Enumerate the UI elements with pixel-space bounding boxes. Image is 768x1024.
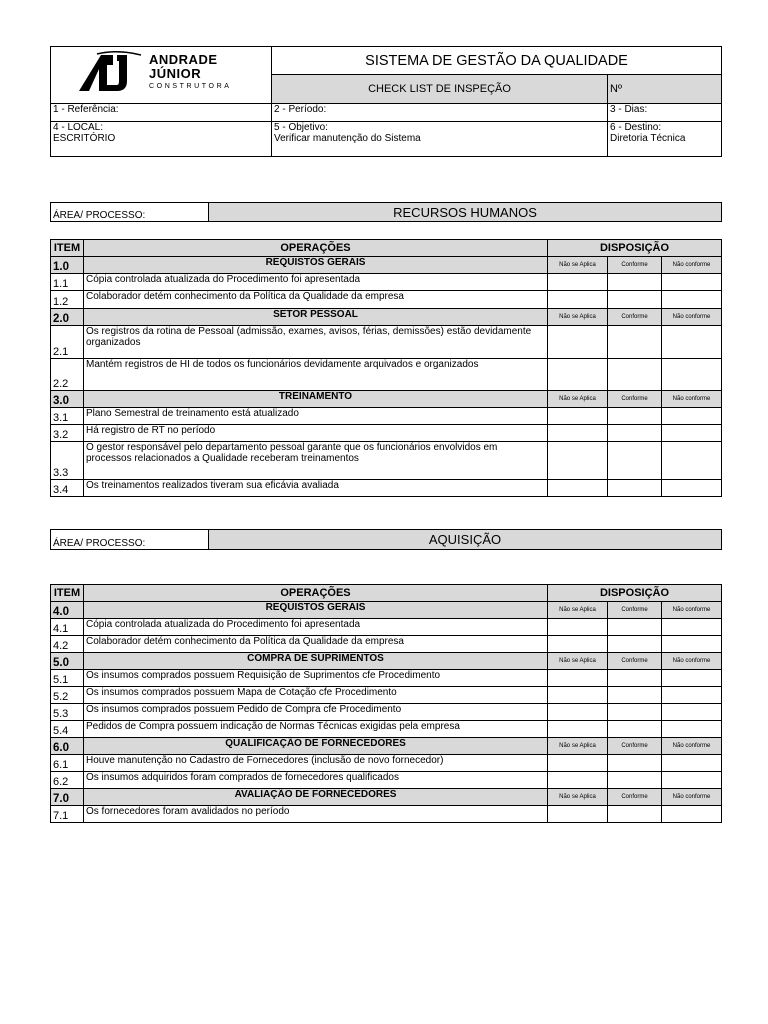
check-nao-aplica[interactable]	[548, 670, 608, 687]
item-num: 6.1	[51, 755, 84, 772]
table-row	[51, 619, 722, 636]
check-nao-conforme[interactable]	[662, 326, 722, 359]
group-row	[51, 653, 722, 670]
operations-table-recursos-humanos	[50, 239, 722, 497]
check-nao-conforme[interactable]	[662, 755, 722, 772]
opt-nao-conforme: Não conforme	[662, 309, 722, 326]
check-nao-aplica[interactable]	[548, 480, 608, 497]
item-text: O gestor responsável pelo departamento pessoal garante que os funcionários envolvidos em processos relacionados a Qualidade receberam treinamentos	[84, 442, 548, 480]
check-nao-conforme[interactable]	[662, 636, 722, 653]
group-title: REQUISTOS GERAIS	[84, 257, 548, 274]
check-nao-aplica[interactable]	[548, 291, 608, 309]
check-conforme[interactable]	[608, 704, 662, 721]
dias-field: 3 - Dias:	[608, 104, 722, 122]
item-text: Colaborador detém conhecimento da Política da Qualidade da empresa	[84, 636, 548, 653]
check-nao-aplica[interactable]	[548, 274, 608, 291]
item-text: Cópia controlada atualizada do Procedimento foi apresentada	[84, 274, 548, 291]
check-nao-conforme[interactable]	[662, 408, 722, 425]
referencia-field: 1 - Referência:	[51, 104, 272, 122]
check-conforme[interactable]	[608, 326, 662, 359]
group-title: QUALIFICAÇÃO DE FORNECEDORES	[84, 738, 548, 755]
group-num: 2.0	[51, 309, 84, 326]
group-row	[51, 257, 722, 274]
opt-nao-conforme: Não conforme	[662, 257, 722, 274]
col-operacoes: OPERAÇÕES	[84, 240, 548, 257]
col-disposicao: DISPOSIÇÃO	[548, 585, 722, 602]
logo-line2: JÚNIOR	[149, 66, 202, 81]
local-label: 4 - LOCAL:	[53, 122, 104, 133]
check-nao-aplica[interactable]	[548, 636, 608, 653]
item-text: Os registros da rotina de Pessoal (admissão, exames, avisos, férias, demissões) estão devidamente organizados	[84, 326, 548, 359]
item-num: 7.1	[51, 806, 84, 823]
area-label: ÁREA/ PROCESSO:	[51, 530, 209, 550]
local-field	[51, 122, 272, 157]
item-text: Cópia controlada atualizada do Procedimento foi apresentada	[84, 619, 548, 636]
check-conforme[interactable]	[608, 636, 662, 653]
table-row	[51, 326, 722, 359]
item-num: 3.2	[51, 425, 84, 442]
opt-nao-aplica: Não se Aplica	[548, 789, 608, 806]
check-conforme[interactable]	[608, 408, 662, 425]
check-conforme[interactable]	[608, 619, 662, 636]
item-num: 1.1	[51, 274, 84, 291]
table-row	[51, 636, 722, 653]
opt-conforme: Conforme	[608, 391, 662, 408]
group-title: REQUISTOS GERAIS	[84, 602, 548, 619]
opt-nao-aplica: Não se Aplica	[548, 738, 608, 755]
logo-line3: CONSTRUTORA	[149, 83, 232, 90]
table-row	[51, 359, 722, 391]
number-label: Nº	[608, 75, 722, 104]
check-conforme[interactable]	[608, 670, 662, 687]
opt-nao-conforme: Não conforme	[662, 789, 722, 806]
check-nao-conforme[interactable]	[662, 480, 722, 497]
company-logo	[51, 47, 272, 104]
opt-nao-aplica: Não se Aplica	[548, 653, 608, 670]
table-row	[51, 755, 722, 772]
document-header	[50, 46, 722, 157]
table-row	[51, 687, 722, 704]
table-row	[51, 772, 722, 789]
check-nao-aplica[interactable]	[548, 619, 608, 636]
check-nao-conforme[interactable]	[662, 619, 722, 636]
item-text: Os insumos adquiridos foram comprados de fornecedores qualificados	[84, 772, 548, 789]
table-row	[51, 442, 722, 480]
item-num: 5.3	[51, 704, 84, 721]
check-nao-conforme[interactable]	[662, 806, 722, 823]
opt-nao-conforme: Não conforme	[662, 602, 722, 619]
check-nao-conforme[interactable]	[662, 772, 722, 789]
col-disposicao: DISPOSIÇÃO	[548, 240, 722, 257]
check-nao-conforme[interactable]	[662, 291, 722, 309]
check-nao-conforme[interactable]	[662, 442, 722, 480]
logo-line1: ANDRADE	[149, 52, 218, 67]
check-nao-aplica[interactable]	[548, 425, 608, 442]
check-nao-conforme[interactable]	[662, 359, 722, 391]
destino-label: 6 - Destino:	[610, 122, 662, 133]
table-row	[51, 480, 722, 497]
check-conforme[interactable]	[608, 806, 662, 823]
table-row	[51, 425, 722, 442]
table-row	[51, 408, 722, 425]
table-row	[51, 274, 722, 291]
check-conforme[interactable]	[608, 359, 662, 391]
group-title: SETOR PESSOAL	[84, 309, 548, 326]
area-name: AQUISIÇÃO	[209, 530, 722, 550]
item-num: 3.1	[51, 408, 84, 425]
check-conforme[interactable]	[608, 755, 662, 772]
area-row-aquisicao	[50, 529, 722, 550]
check-nao-conforme[interactable]	[662, 687, 722, 704]
destino-field	[608, 122, 722, 157]
group-title: AVALIAÇÃO DE FORNECEDORES	[84, 789, 548, 806]
check-nao-conforme[interactable]	[662, 670, 722, 687]
area-row-recursos-humanos	[50, 202, 722, 222]
check-nao-aplica[interactable]	[548, 704, 608, 721]
group-num: 3.0	[51, 391, 84, 408]
opt-nao-aplica: Não se Aplica	[548, 391, 608, 408]
opt-nao-conforme: Não conforme	[662, 738, 722, 755]
item-text: Os insumos comprados possuem Pedido de Compra cfe Procedimento	[84, 704, 548, 721]
item-text: Há registro de RT no período	[84, 425, 548, 442]
opt-nao-conforme: Não conforme	[662, 391, 722, 408]
objetivo-value: Verificar manutenção do Sistema	[274, 133, 421, 144]
table-row	[51, 721, 722, 738]
opt-nao-aplica: Não se Aplica	[548, 257, 608, 274]
check-nao-aplica[interactable]	[548, 806, 608, 823]
item-text: Plano Semestral de treinamento está atualizado	[84, 408, 548, 425]
item-num: 6.2	[51, 772, 84, 789]
check-nao-aplica[interactable]	[548, 326, 608, 359]
item-num: 4.2	[51, 636, 84, 653]
item-text: Houve manutenção no Cadastro de Fornecedores (inclusão de novo fornecedor)	[84, 755, 548, 772]
group-title: COMPRA DE SUPRIMENTOS	[84, 653, 548, 670]
periodo-field: 2 - Período:	[272, 104, 608, 122]
group-row	[51, 309, 722, 326]
item-num: 3.3	[51, 442, 84, 480]
check-conforme[interactable]	[608, 480, 662, 497]
table-row	[51, 806, 722, 823]
check-nao-aplica[interactable]	[548, 442, 608, 480]
check-nao-aplica[interactable]	[548, 359, 608, 391]
item-text: Os treinamentos realizados tiveram sua eficávia avaliada	[84, 480, 548, 497]
opt-conforme: Conforme	[608, 653, 662, 670]
item-text: Pedidos de Compra possuem indicação de Normas Técnicas exigidas pela empresa	[84, 721, 548, 738]
item-num: 5.2	[51, 687, 84, 704]
opt-conforme: Conforme	[608, 789, 662, 806]
check-nao-aplica[interactable]	[548, 408, 608, 425]
destino-value: Diretoria Técnica	[610, 133, 686, 144]
check-nao-aplica[interactable]	[548, 721, 608, 738]
check-nao-aplica[interactable]	[548, 687, 608, 704]
group-row	[51, 391, 722, 408]
item-text: Os insumos comprados possuem Mapa de Cotação cfe Procedimento	[84, 687, 548, 704]
item-num: 5.1	[51, 670, 84, 687]
table-row	[51, 670, 722, 687]
opt-conforme: Conforme	[608, 309, 662, 326]
item-text: Colaborador detém conhecimento da Política da Qualidade da empresa	[84, 291, 548, 309]
check-nao-conforme[interactable]	[662, 274, 722, 291]
group-num: 5.0	[51, 653, 84, 670]
item-num: 2.1	[51, 326, 84, 359]
local-value: ESCRITÓRIO	[53, 133, 116, 144]
item-num: 3.4	[51, 480, 84, 497]
item-num: 2.2	[51, 359, 84, 391]
check-conforme[interactable]	[608, 425, 662, 442]
opt-nao-conforme: Não conforme	[662, 653, 722, 670]
opt-nao-aplica: Não se Aplica	[548, 602, 608, 619]
item-num: 1.2	[51, 291, 84, 309]
check-nao-aplica[interactable]	[548, 755, 608, 772]
check-conforme[interactable]	[608, 772, 662, 789]
check-conforme[interactable]	[608, 721, 662, 738]
check-nao-conforme[interactable]	[662, 721, 722, 738]
col-item: ITEM	[51, 240, 84, 257]
item-text: Mantém registros de HI de todos os funcionários devidamente arquivados e organizados	[84, 359, 548, 391]
group-row	[51, 789, 722, 806]
group-row	[51, 602, 722, 619]
group-num: 1.0	[51, 257, 84, 274]
check-nao-aplica[interactable]	[548, 772, 608, 789]
group-row	[51, 738, 722, 755]
item-num: 4.1	[51, 619, 84, 636]
check-conforme[interactable]	[608, 291, 662, 309]
check-nao-conforme[interactable]	[662, 425, 722, 442]
area-name: RECURSOS HUMANOS	[209, 203, 722, 222]
check-conforme[interactable]	[608, 274, 662, 291]
operations-table-aquisicao	[50, 584, 722, 823]
checklist-title: CHECK LIST DE INSPEÇÃO	[272, 75, 608, 104]
group-title: TREINAMENTO	[84, 391, 548, 408]
group-num: 4.0	[51, 602, 84, 619]
item-text: Os fornecedores foram avalidados no período	[84, 806, 548, 823]
check-conforme[interactable]	[608, 687, 662, 704]
system-title: SISTEMA DE GESTÃO DA QUALIDADE	[272, 47, 722, 75]
group-num: 6.0	[51, 738, 84, 755]
col-item: ITEM	[51, 585, 84, 602]
opt-conforme: Conforme	[608, 738, 662, 755]
item-num: 5.4	[51, 721, 84, 738]
opt-conforme: Conforme	[608, 602, 662, 619]
objetivo-field	[272, 122, 608, 157]
andrade-junior-logo-icon	[77, 51, 143, 93]
table-row	[51, 291, 722, 309]
check-conforme[interactable]	[608, 442, 662, 480]
opt-conforme: Conforme	[608, 257, 662, 274]
group-num: 7.0	[51, 789, 84, 806]
check-nao-conforme[interactable]	[662, 704, 722, 721]
item-text: Os insumos comprados possuem Requisição de Suprimentos cfe Procedimento	[84, 670, 548, 687]
objetivo-label: 5 - Objetivo:	[274, 122, 328, 133]
area-label: ÁREA/ PROCESSO:	[51, 203, 209, 222]
table-row	[51, 704, 722, 721]
opt-nao-aplica: Não se Aplica	[548, 309, 608, 326]
col-operacoes: OPERAÇÕES	[84, 585, 548, 602]
